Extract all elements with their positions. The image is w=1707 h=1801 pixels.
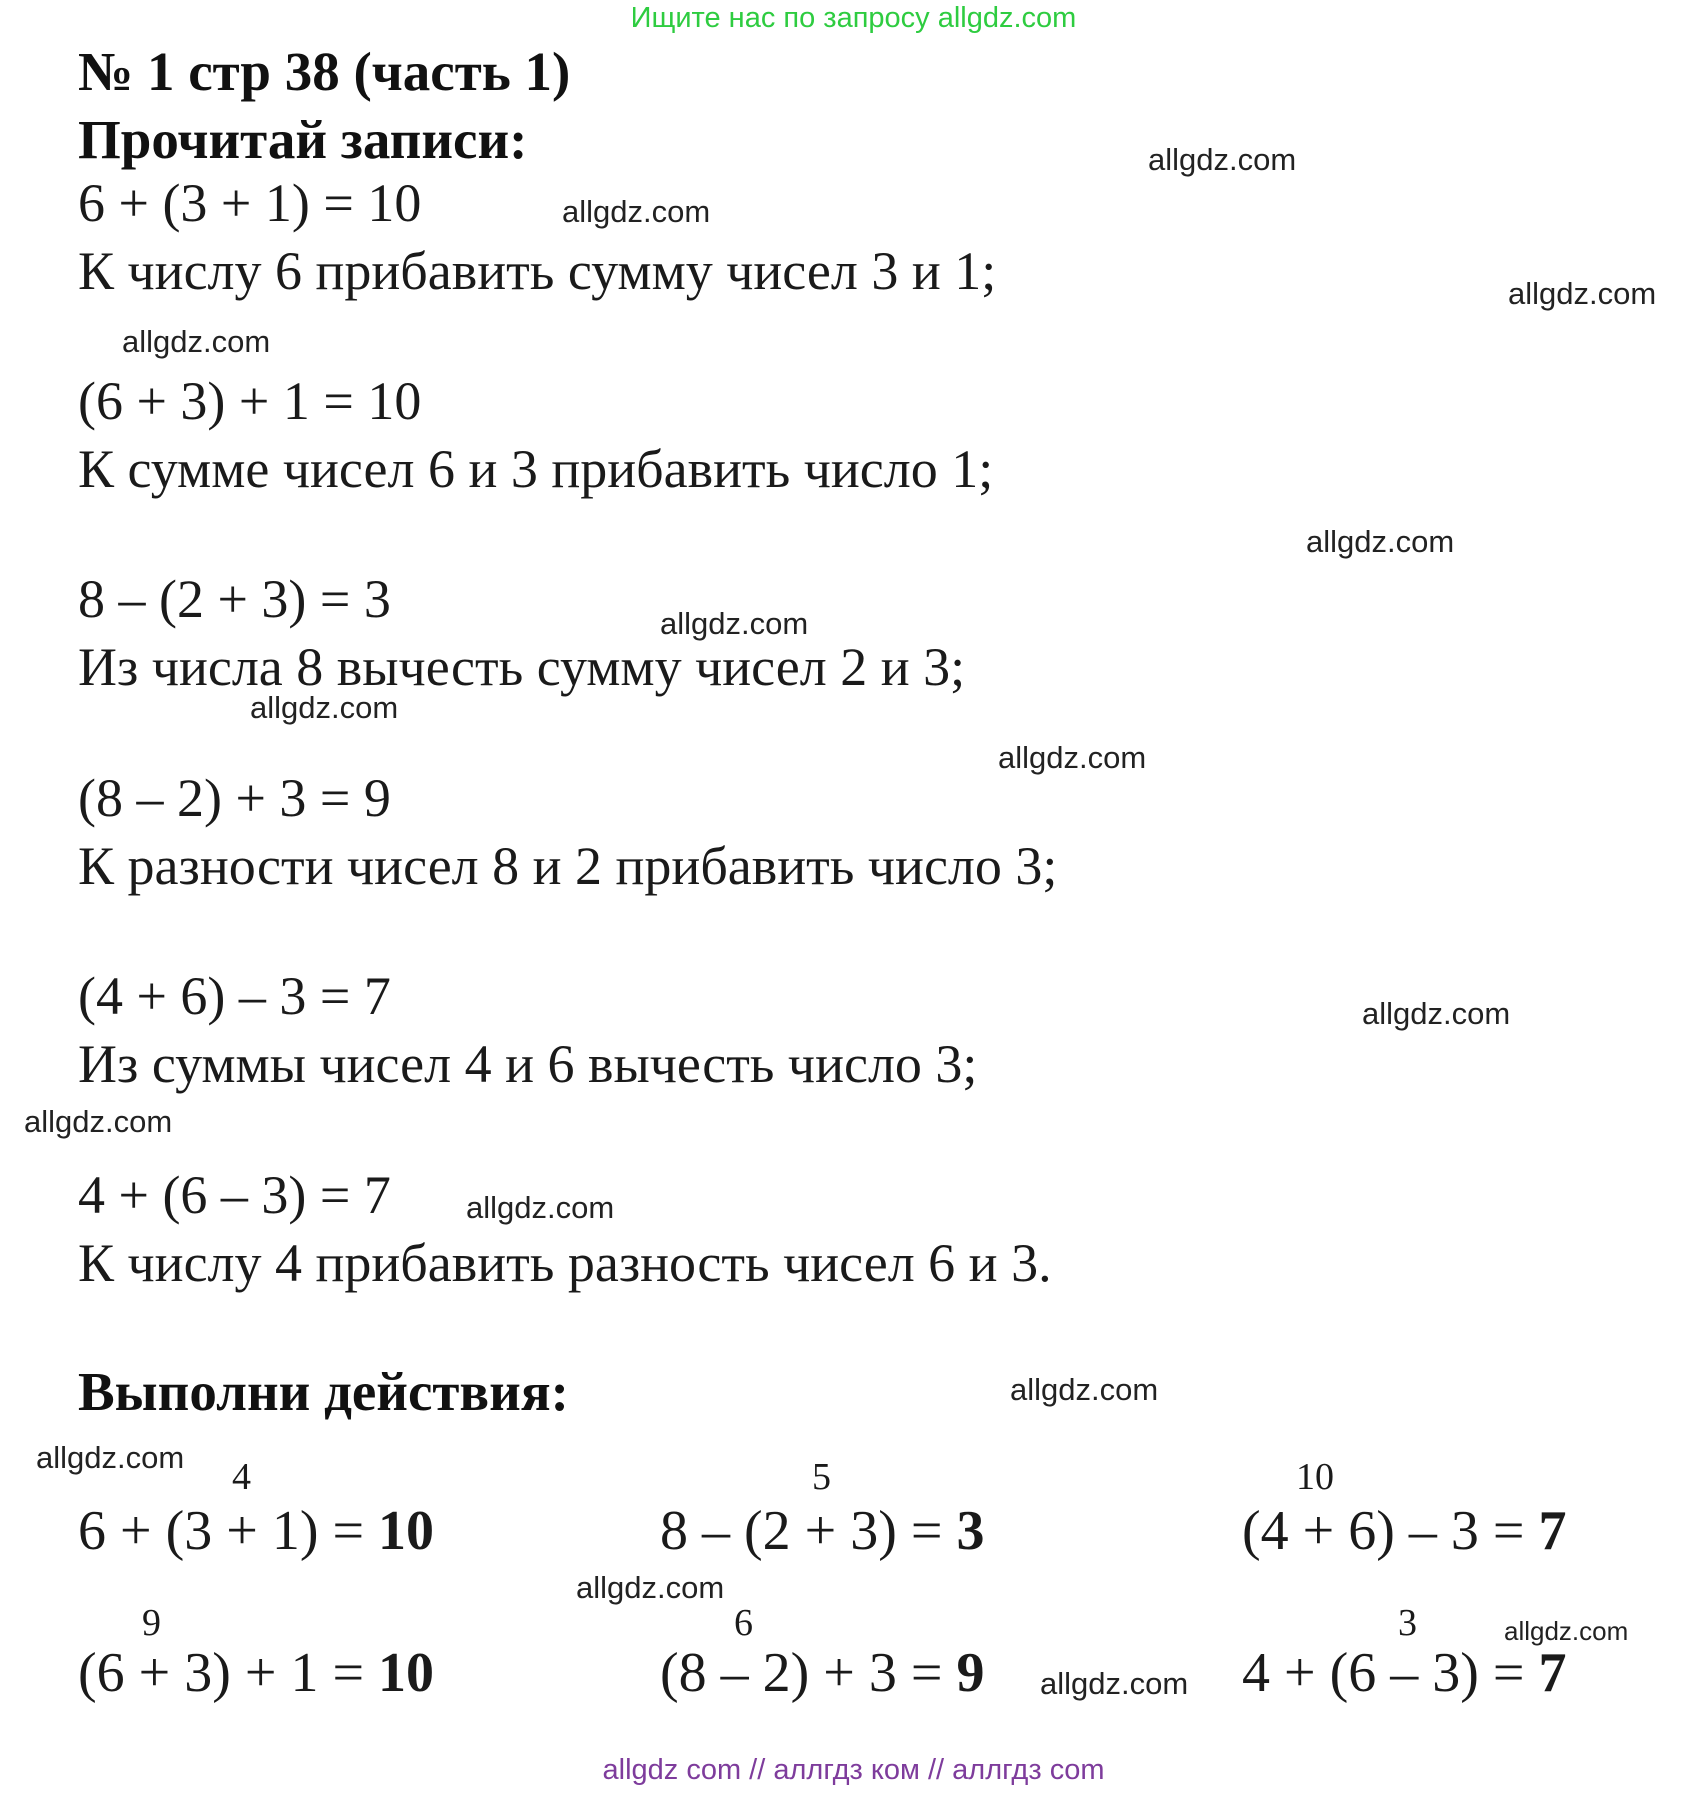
calc-5 xyxy=(660,1642,985,1704)
watermark: allgdz.com xyxy=(1306,524,1455,559)
calc-3-step: 10 xyxy=(1296,1456,1334,1498)
entry-5-text: Из суммы чисел 4 и 6 вычесть число 3; xyxy=(78,1034,978,1094)
watermark: allgdz.com xyxy=(1504,1616,1629,1646)
watermark: allgdz.com xyxy=(1040,1666,1189,1701)
entry-3-text: Из числа 8 вычесть сумму чисел 2 и 3; xyxy=(78,637,966,697)
calc-6-answer: 7 xyxy=(1538,1642,1567,1704)
calc-3-answer: 7 xyxy=(1538,1500,1567,1562)
calc-2-answer: 3 xyxy=(956,1500,985,1562)
top-banner: Ищите нас по запросу allgdz.com xyxy=(630,2,1077,34)
calc-2-step: 5 xyxy=(812,1456,831,1498)
watermark: allgdz.com xyxy=(1508,276,1657,311)
watermark: allgdz.com xyxy=(562,194,711,229)
entry-4-expr: (8 – 2) + 3 = 9 xyxy=(78,768,391,828)
entry-6-expr: 4 + (6 – 3) = 7 xyxy=(78,1165,391,1225)
calc-1-step: 4 xyxy=(232,1456,251,1498)
calc-2-expr: 8 – (2 + 3) = xyxy=(660,1500,957,1562)
do-heading: Выполни действия: xyxy=(78,1361,569,1422)
watermark: allgdz.com xyxy=(998,740,1147,775)
watermark: allgdz.com xyxy=(122,324,271,359)
watermark: allgdz.com xyxy=(1010,1372,1159,1407)
calc-2 xyxy=(660,1500,985,1562)
watermark: allgdz.com xyxy=(1148,142,1297,177)
calc-1-answer: 10 xyxy=(378,1500,435,1562)
entry-2-expr: (6 + 3) + 1 = 10 xyxy=(78,371,422,431)
calc-6-step: 3 xyxy=(1398,1602,1417,1644)
watermark: allgdz.com xyxy=(660,606,809,641)
watermark: allgdz.com xyxy=(466,1190,615,1225)
watermark: allgdz.com xyxy=(1362,996,1511,1031)
page-title: № 1 стр 38 (часть 1) xyxy=(78,41,571,102)
calc-6 xyxy=(1242,1642,1567,1704)
watermark: allgdz.com xyxy=(36,1440,185,1475)
calc-4-step: 9 xyxy=(142,1602,161,1644)
calc-4-expr: (6 + 3) + 1 = xyxy=(78,1642,379,1704)
calc-3-expr: (4 + 6) – 3 = xyxy=(1242,1500,1539,1562)
read-heading: Прочитай записи: xyxy=(78,109,528,170)
calc-5-answer: 9 xyxy=(956,1642,985,1704)
calc-5-expr: (8 – 2) + 3 = xyxy=(660,1642,957,1704)
watermark: allgdz.com xyxy=(250,690,399,725)
entry-5-expr: (4 + 6) – 3 = 7 xyxy=(78,966,391,1026)
entry-2-text: К сумме чисел 6 и 3 прибавить число 1; xyxy=(78,439,994,499)
calc-1 xyxy=(78,1500,435,1562)
calc-5-step: 6 xyxy=(734,1602,753,1644)
watermark: allgdz.com xyxy=(24,1104,173,1139)
calc-4-answer: 10 xyxy=(378,1642,435,1704)
calc-6-expr: 4 + (6 – 3) = xyxy=(1242,1642,1539,1704)
entry-1-expr: 6 + (3 + 1) = 10 xyxy=(78,173,422,233)
entry-4-text: К разности чисел 8 и 2 прибавить число 3; xyxy=(78,836,1058,896)
calc-3 xyxy=(1242,1500,1567,1562)
entry-1-text: К числу 6 прибавить сумму чисел 3 и 1; xyxy=(78,241,997,301)
entry-3-expr: 8 – (2 + 3) = 3 xyxy=(78,569,391,629)
entry-6-text: К числу 4 прибавить разность чисел 6 и 3. xyxy=(78,1233,1052,1293)
watermark: allgdz.com xyxy=(576,1570,725,1605)
calc-4 xyxy=(78,1642,435,1704)
bottom-banner: allgdz com // аллгдз ком // аллгдз com xyxy=(602,1754,1105,1786)
calc-1-expr: 6 + (3 + 1) = xyxy=(78,1500,379,1562)
